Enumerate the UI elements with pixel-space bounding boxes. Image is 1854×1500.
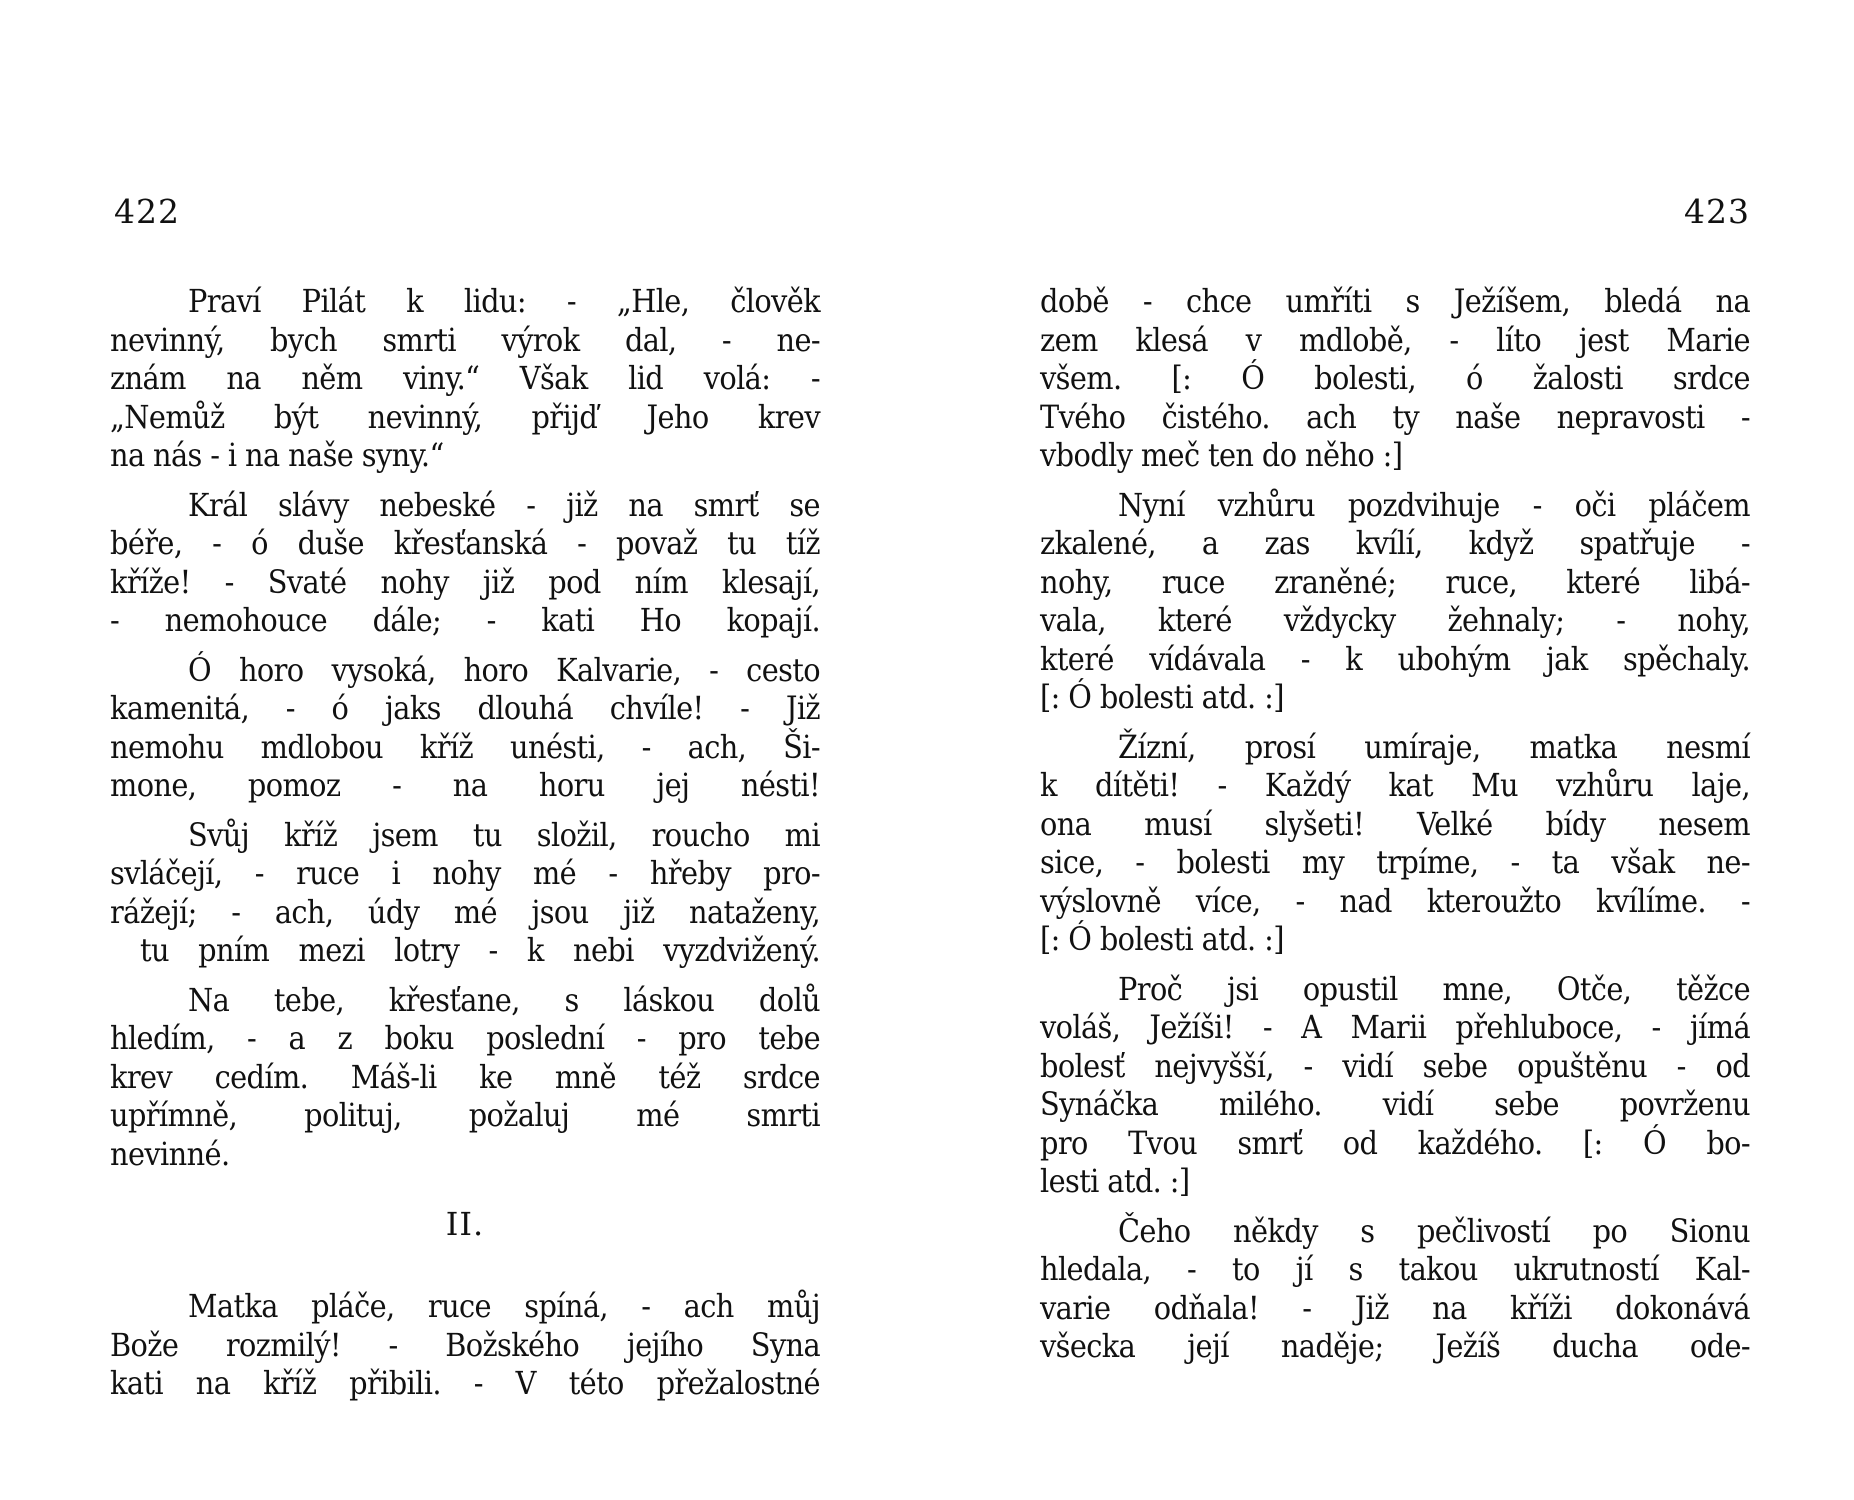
text-line: znám na něm viny.“ Však lid volá: - [110,359,820,397]
stanza [1040,1212,1750,1366]
stanza [1040,728,1750,959]
text-line: svláčejí, - ruce i nohy mé - hřeby pro- [110,854,820,892]
stanza [1040,486,1750,717]
text-line: lesti atd. :] [1040,1162,1190,1200]
stanza [110,651,820,805]
right-page-text [1040,282,1750,1377]
text-line: Bože rozmilý! - Božského jejího Syna [110,1325,820,1364]
stanza [1040,970,1750,1201]
section-heading: II. [445,1205,485,1243]
text-line: vbodly meč ten do něho :] [1040,436,1403,474]
text-line: nevinné. [110,1134,230,1173]
text-line: všecka její naděje; Ježíš ducha ode- [1040,1327,1750,1365]
text-line: Na tebe, křesťane, s láskou dolů [188,980,820,1019]
text-line: Proč jsi opustil mne, Otče, těžce [1118,969,1750,1008]
text-line: [: Ó bolesti atd. :] [1040,920,1284,958]
text-line: Král slávy nebeské - již na smrť se [188,485,820,524]
stanza [110,282,820,475]
text-line: krev cedím. Máš-li ke mně též srdce [110,1057,820,1096]
text-line: upřímně, polituj, požaluj mé smrti [110,1096,820,1134]
text-line: hledala, - to jí s takou ukrutností Kal- [1040,1250,1750,1288]
text-line: pro Tvou smrť od každého. [: Ó bo- [1040,1123,1750,1162]
text-line: [: Ó bolesti atd. :] [1040,678,1284,716]
text-line: rážejí; - ach, údy mé jsou již nataženy, [110,892,820,931]
left-page [110,0,820,1500]
text-line: hledím, - a z boku poslední - pro tebe [110,1019,820,1057]
left-page-text [110,282,820,1414]
text-line: všem. [: Ó bolesti, ó žalosti srdce [1040,359,1750,397]
stanza [110,981,820,1174]
right-page [1040,0,1750,1500]
text-line: na nás - i na naše syny.“ [110,436,444,474]
text-line: kamenitá, - ó jaks dlouhá chvíle! - Již [110,689,820,727]
text-line: varie odňala! - Již na kříži dokonává [1040,1288,1750,1327]
text-line: nemohu mdlobou kříž unésti, - ach, Ši- [110,727,820,766]
text-line: výslovně více, - nad kteroužto kvílíme. - [1040,881,1750,920]
text-line: nevinný, bych smrti výrok dal, - ne- [110,320,820,359]
text-line: Nyní vzhůru pozdvihuje - oči pláčem [1118,485,1750,524]
text-line: Ó horo vysoká, horo Kalvarie, - cesto [188,650,820,689]
stanza [110,1287,820,1403]
text-line: kříže! - Svaté nohy již pod ním klesají, [110,562,820,601]
text-line: - nemohouce dále; - kati Ho kopají. [110,601,820,639]
text-line: vala, které vždycky žehnaly; - nohy, [1040,601,1750,639]
text-line: béře, - ó duše křesťanská - považ tu tíž [110,524,820,562]
text-line: zkalené, a zas kvílí, když spatřuje - [1040,524,1750,562]
text-line: sice, - bolesti my trpíme, - ta však ne- [1040,843,1750,881]
stanza [110,816,820,970]
text-line: nohy, ruce zraněné; ruce, které libá- [1040,562,1750,601]
text-line: Čeho někdy s pečlivostí po Sionu [1118,1211,1750,1250]
text-line: Synáčka milého. vidí sebe povrženu [1040,1085,1750,1123]
stanza [1040,282,1750,475]
text-line: které vídávala - k ubohým jak spěchaly. [1040,639,1750,678]
text-line: době - chce umříti s Ježíšem, bledá na [1040,282,1750,320]
text-line: mone, pomoz - na horu jej nésti! [110,766,820,804]
text-line: ona musí slyšeti! Velké bídy nesem [1040,804,1750,843]
text-line: zem klesá v mdlobě, - líto jest Marie [1040,320,1750,359]
stanza [110,486,820,640]
text-line: Žízní, prosí umíraje, matka nesmí [1118,727,1750,766]
text-line: Matka pláče, ruce spíná, - ach můj [188,1287,820,1325]
text-line: tu pním mezi lotry - k nebi vyzdvižený. [140,931,820,969]
text-line: k dítěti! - Každý kat Mu vzhůru laje, [1040,766,1750,804]
page-number-right: 423 [1684,192,1750,231]
text-line: Praví Pilát k lidu: - „Hle, člověk [188,282,820,320]
text-line: Tvého čistého. ach ty naše nepravosti - [1040,397,1750,436]
text-line: Svůj kříž jsem tu složil, roucho mi [188,815,820,854]
text-line: voláš, Ježíši! - A Marii přehluboce, - jímá [1040,1008,1750,1046]
text-line: „Nemůž být nevinný, přijď Jeho krev [110,397,820,436]
text-line: kati na kříž přibili. - V této přežalostné [110,1364,820,1402]
page-number-left: 422 [114,192,180,231]
text-line: bolesť nejvyšší, - vidí sebe opuštěnu - od [1040,1046,1750,1085]
